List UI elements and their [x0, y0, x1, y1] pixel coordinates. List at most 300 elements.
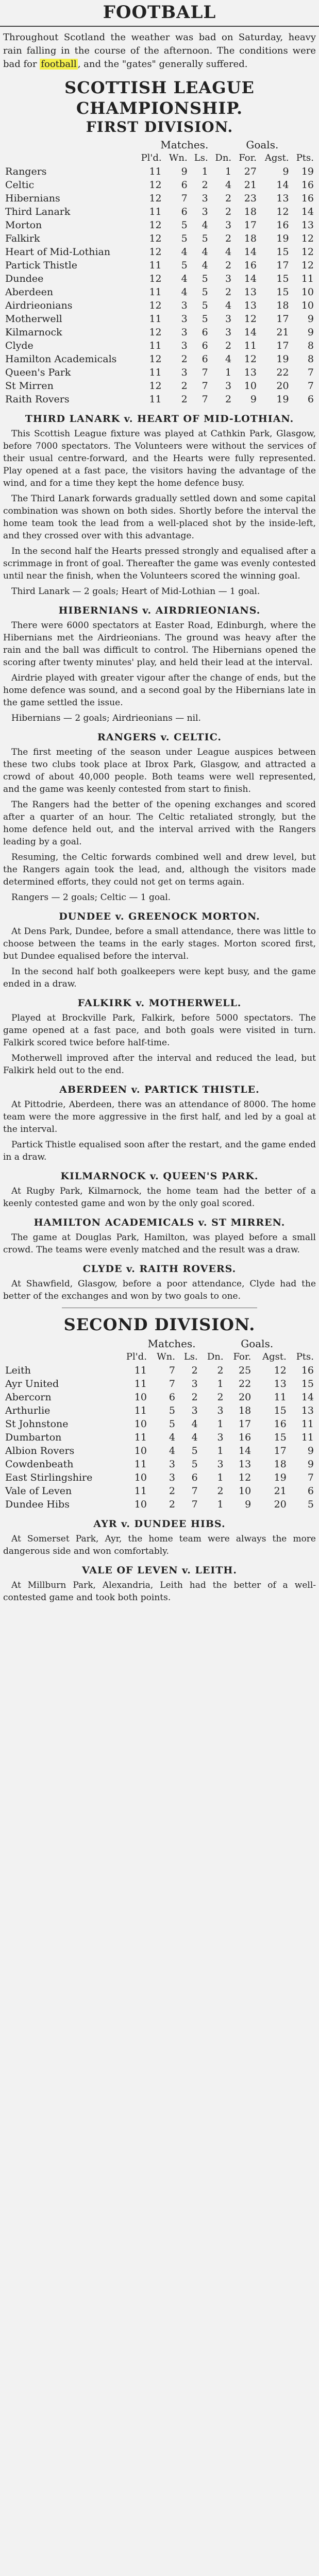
league-table: [3, 138, 316, 406]
stat-cell: 13: [301, 1405, 314, 1416]
report-heading: VALE OF LEVEN v. LEITH.: [82, 1565, 237, 1576]
table-row: [3, 165, 316, 178]
team-name: St Johnstone: [5, 1418, 69, 1430]
report-paragraph: Partick Thistle equalised soon after the restart, and the game ended in a draw.: [3, 1140, 316, 1162]
stat-cell: 21: [274, 1485, 287, 1497]
stat-cell: 12: [274, 1365, 287, 1376]
stat-cell: 1: [225, 367, 232, 378]
stat-cell: 13: [274, 1378, 287, 1389]
team-name: Dundee: [5, 273, 44, 284]
column-header: Ls.: [183, 1351, 198, 1362]
stat-cell: 14: [244, 246, 257, 258]
stat-cell: 14: [301, 206, 314, 217]
stat-cell: 12: [276, 206, 289, 217]
report-paragraph: At Pittodrie, Aberdeen, there was an attendance of 8000. The home team were the more aggressive in the first half, and led by a goal at the interval.: [3, 1099, 316, 1134]
stat-cell: 10: [239, 1485, 251, 1497]
stat-cell: 5: [191, 1445, 198, 1456]
stat-cell: 18: [276, 300, 289, 311]
column-header: For.: [239, 152, 257, 163]
stat-cell: 3: [225, 380, 232, 392]
stat-cell: 11: [149, 260, 162, 271]
stat-cell: 9: [307, 1459, 314, 1470]
stat-cell: 15: [274, 1432, 287, 1443]
stat-cell: 12: [301, 246, 314, 258]
stat-cell: 4: [169, 1445, 175, 1456]
stat-cell: 17: [276, 340, 289, 351]
stat-cell: 12: [149, 219, 162, 231]
stat-cell: 11: [149, 313, 162, 325]
report-heading: HIBERNIANS v. AIRDRIEONIANS.: [58, 605, 261, 616]
stat-cell: 16: [276, 219, 289, 231]
report-paragraph: There were 6000 spectators at Easter Road, Edinburgh, where the Hibernians met the Airdrieonians. The ground was heavy after the rain and the ball was difficult to control. The Hibernians opened the scoring after twenty minutes' play, and held their lead at the interval.: [3, 620, 316, 668]
team-name: Third Lanark: [5, 206, 71, 217]
stat-cell: 5: [202, 273, 208, 284]
stat-cell: 21: [244, 179, 257, 191]
stat-cell: 4: [202, 246, 208, 258]
team-name: Albion Rovers: [5, 1445, 75, 1456]
stat-cell: 3: [191, 1405, 198, 1416]
stat-cell: 16: [244, 260, 257, 271]
team-name: Dumbarton: [5, 1432, 62, 1443]
stat-cell: 5: [307, 1499, 314, 1510]
stat-cell: 10: [134, 1445, 147, 1456]
stat-cell: 1: [217, 1378, 224, 1389]
stat-cell: 13: [244, 367, 257, 378]
stat-cell: 13: [244, 286, 257, 298]
stat-cell: 20: [274, 1499, 287, 1510]
stat-cell: 14: [239, 1445, 251, 1456]
report-paragraph: In the second half both goalkeepers were kept busy, and the game ended in a draw.: [3, 967, 316, 989]
team-name: Motherwell: [5, 313, 62, 325]
report-heading: FALKIRK v. MOTHERWELL.: [77, 997, 242, 1009]
stat-cell: 2: [181, 353, 188, 365]
matches-group-label: Matches.: [160, 139, 209, 151]
goals-group-label: Goals.: [246, 139, 279, 151]
stat-cell: 11: [134, 1405, 147, 1416]
stat-cell: 6: [191, 1472, 198, 1483]
stat-cell: 10: [134, 1392, 147, 1403]
column-header: Wn.: [169, 152, 188, 163]
report-paragraph: In the second half the Hearts pressed strongly and equalised after a scrimmage in front of goal. Thereafter the game was evenly contested until near the finish, when the Volunteers scored the winning goal.: [3, 546, 316, 581]
report-paragraph: This Scottish League fixture was played at Cathkin Park, Glasgow, before 7000 spectators. The Volunteers were without the services of their usual centre-forward, and the Hearts were fully represented. Play opened at a fast pace, the visitors having the advantage of the wind, and for a time they kept the home defence busy.: [3, 429, 316, 488]
stat-cell: 17: [276, 313, 289, 325]
matches-group-label: Matches.: [147, 1337, 196, 1350]
stat-cell: 7: [307, 367, 314, 378]
stat-cell: 6: [202, 340, 208, 351]
second-group-header: [3, 1337, 316, 1350]
stat-cell: 2: [181, 394, 188, 405]
report-paragraph: Rangers — 2 goals; Celtic — 1 goal.: [11, 892, 171, 903]
team-name: Rangers: [5, 166, 47, 177]
stat-cell: 11: [134, 1378, 147, 1389]
stat-cell: 11: [149, 394, 162, 405]
column-header: Agst.: [262, 1351, 287, 1362]
intro-text-end: , and the "gates" generally suffered.: [77, 59, 248, 70]
stat-cell: 2: [225, 193, 232, 204]
stat-cell: 1: [217, 1472, 224, 1483]
stat-cell: 2: [202, 179, 208, 191]
stat-cell: 6: [202, 353, 208, 365]
stat-cell: 12: [149, 327, 162, 338]
stat-cell: 3: [181, 313, 188, 325]
stat-cell: 11: [274, 1392, 287, 1403]
stat-cell: 13: [239, 1459, 251, 1470]
stat-cell: 11: [301, 273, 314, 284]
table-row: [3, 326, 316, 339]
intro-paragraph: [3, 31, 316, 71]
table-row: [3, 259, 316, 272]
stat-cell: 7: [307, 1472, 314, 1483]
stat-cell: 7: [202, 367, 208, 378]
stat-cell: 18: [244, 206, 257, 217]
stat-cell: 18: [244, 233, 257, 244]
table-row: [3, 272, 316, 285]
stat-cell: 16: [301, 179, 314, 191]
stat-cell: 9: [181, 166, 188, 177]
column-header: Pts.: [296, 1351, 314, 1362]
stat-cell: 2: [169, 1499, 175, 1510]
report-paragraph: Third Lanark — 2 goals; Heart of Mid-Lothian — 1 goal.: [11, 586, 260, 597]
stat-cell: 6: [307, 394, 314, 405]
stat-cell: 4: [225, 300, 232, 311]
league-column-header: [3, 151, 316, 165]
report-paragraph: The game at Douglas Park, Hamilton, was played before a small crowd. The teams were evenly matched and the result was a draw.: [3, 1232, 316, 1255]
team-name: Aberdeen: [5, 286, 54, 298]
column-header: Ls.: [194, 152, 208, 163]
report-paragraph: Motherwell improved after the interval and reduced the lead, but Falkirk held out to the end.: [3, 1053, 316, 1076]
stat-cell: 2: [191, 1365, 198, 1376]
stat-cell: 3: [217, 1405, 224, 1416]
stat-cell: 19: [276, 353, 289, 365]
highlighted-term: football: [41, 59, 77, 70]
stat-cell: 1: [217, 1499, 224, 1510]
stat-cell: 19: [276, 233, 289, 244]
stat-cell: 19: [276, 394, 289, 405]
team-name: Queen's Park: [5, 367, 71, 378]
table-row: [3, 205, 316, 218]
stat-cell: 3: [169, 1459, 175, 1470]
stat-cell: 11: [149, 206, 162, 217]
stat-cell: 15: [276, 273, 289, 284]
stat-cell: 5: [169, 1418, 175, 1430]
stat-cell: 5: [191, 1459, 198, 1470]
division-title: FIRST DIVISION.: [86, 118, 233, 135]
table-row: [3, 1377, 316, 1391]
stat-cell: 3: [217, 1459, 224, 1470]
stat-cell: 11: [149, 340, 162, 351]
stat-cell: 16: [301, 193, 314, 204]
column-header: Pl'd.: [126, 1351, 147, 1362]
stat-cell: 5: [169, 1405, 175, 1416]
team-name: Celtic: [5, 179, 35, 191]
report-heading: HAMILTON ACADEMICALS v. ST MIRREN.: [33, 1217, 286, 1228]
stat-cell: 11: [134, 1459, 147, 1470]
league-group-header: [3, 138, 316, 151]
report-heading: KILMARNOCK v. QUEEN'S PARK.: [60, 1171, 259, 1182]
stat-cell: 2: [225, 233, 232, 244]
team-name: Vale of Leven: [5, 1485, 72, 1497]
second-column-header: [3, 1350, 316, 1364]
stat-cell: 5: [202, 286, 208, 298]
stat-cell: 4: [191, 1418, 198, 1430]
stat-cell: 22: [239, 1378, 251, 1389]
stat-cell: 9: [307, 1445, 314, 1456]
table-row: [3, 245, 316, 259]
report-heading: THIRD LANARK v. HEART OF MID-LOTHIAN.: [25, 413, 294, 425]
column-header: Agst.: [264, 152, 289, 163]
stat-cell: 2: [169, 1485, 175, 1497]
stat-cell: 10: [134, 1418, 147, 1430]
stat-cell: 2: [191, 1392, 198, 1403]
stat-cell: 9: [250, 394, 257, 405]
stat-cell: 23: [244, 193, 257, 204]
stat-cell: 18: [274, 1459, 287, 1470]
stat-cell: 7: [169, 1365, 175, 1376]
table-row: [3, 1364, 316, 1377]
stat-cell: 14: [244, 327, 257, 338]
stat-cell: 9: [307, 327, 314, 338]
report-paragraph: At Shawfield, Glasgow, before a poor attendance, Clyde had the better of the exchanges and won by two goals to one.: [3, 1279, 316, 1301]
stat-cell: 11: [149, 286, 162, 298]
stat-cell: 12: [149, 300, 162, 311]
stat-cell: 11: [244, 340, 257, 351]
stat-cell: 3: [181, 327, 188, 338]
team-name: Clyde: [5, 340, 33, 351]
report-heading: CLYDE v. RAITH ROVERS.: [82, 1263, 237, 1275]
stat-cell: 21: [276, 327, 289, 338]
stat-cell: 3: [225, 327, 232, 338]
table-row: [3, 1431, 316, 1444]
table-row: [3, 218, 316, 232]
stat-cell: 14: [276, 179, 289, 191]
table-row: [3, 352, 316, 366]
table-row: [3, 393, 316, 406]
table-row: [3, 285, 316, 299]
stat-cell: 3: [225, 273, 232, 284]
stat-cell: 5: [181, 233, 188, 244]
stat-cell: 12: [149, 179, 162, 191]
report-heading: ABERDEEN v. PARTICK THISTLE.: [59, 1084, 260, 1095]
stat-cell: 15: [274, 1405, 287, 1416]
table-row: [3, 232, 316, 245]
stat-cell: 22: [276, 367, 289, 378]
league-title: SCOTTISH LEAGUE CHAMPIONSHIP.: [64, 78, 255, 118]
stat-cell: 16: [274, 1418, 287, 1430]
column-header: For.: [233, 1351, 251, 1362]
stat-cell: 11: [134, 1485, 147, 1497]
stat-cell: 4: [202, 219, 208, 231]
stat-cell: 12: [301, 260, 314, 271]
report-paragraph: At Rugby Park, Kilmarnock, the home team had the better of a keenly contested game and won by the only goal scored.: [3, 1186, 316, 1209]
table-row: [3, 1458, 316, 1471]
stat-cell: 17: [239, 1418, 251, 1430]
stat-cell: 5: [202, 313, 208, 325]
stat-cell: 5: [202, 233, 208, 244]
table-row: [3, 1471, 316, 1484]
report-paragraph: Airdrie played with greater vigour after the change of ends, but the home defence was sound, and a second goal by the Hibernians late in the game settled the issue.: [3, 673, 316, 708]
stat-cell: 9: [307, 313, 314, 325]
team-name: Cowdenbeath: [5, 1459, 74, 1470]
stat-cell: 3: [181, 300, 188, 311]
table-row: [3, 1417, 316, 1431]
stat-cell: 25: [239, 1365, 251, 1376]
team-name: Falkirk: [5, 233, 40, 244]
stat-cell: 2: [225, 394, 232, 405]
stat-cell: 6: [307, 1485, 314, 1497]
stat-cell: 18: [239, 1405, 251, 1416]
team-name: Raith Rovers: [5, 394, 70, 405]
report-heading: AYR v. DUNDEE HIBS.: [93, 1518, 226, 1530]
report-paragraph: The first meeting of the season under League auspices between these two clubs took place at Ibrox Park, Glasgow, and attracted a crowd of about 40,000 people. Both teams were well represented, and the game was keenly contested from start to finish.: [3, 747, 316, 794]
table-row: [3, 312, 316, 326]
second-division-rows: [3, 1364, 316, 1511]
stat-cell: 19: [301, 166, 314, 177]
table-row: [3, 379, 316, 393]
stat-cell: 4: [191, 1432, 198, 1443]
stat-cell: 12: [301, 233, 314, 244]
stat-cell: 11: [301, 1432, 314, 1443]
table-row: [3, 339, 316, 352]
stat-cell: 13: [244, 300, 257, 311]
stat-cell: 3: [225, 219, 232, 231]
stat-cell: 1: [217, 1445, 224, 1456]
stat-cell: 14: [301, 1392, 314, 1403]
second-division-reports: [3, 1518, 316, 1604]
stat-cell: 4: [202, 260, 208, 271]
stat-cell: 11: [149, 166, 162, 177]
team-name: Partick Thistle: [5, 260, 77, 271]
stat-cell: 16: [301, 1365, 314, 1376]
stat-cell: 3: [181, 340, 188, 351]
stat-cell: 7: [202, 394, 208, 405]
report-paragraph: At Millburn Park, Alexandria, Leith had the better of a well-contested game and took both points.: [3, 1580, 316, 1603]
team-name: Leith: [5, 1365, 31, 1376]
stat-cell: 6: [181, 179, 188, 191]
stat-cell: 15: [276, 286, 289, 298]
stat-cell: 4: [225, 353, 232, 365]
stat-cell: 7: [181, 193, 188, 204]
stat-cell: 10: [244, 380, 257, 392]
team-name: Airdrieonians: [5, 300, 73, 311]
stat-cell: 7: [169, 1378, 175, 1389]
stat-cell: 6: [169, 1392, 175, 1403]
stat-cell: 17: [276, 260, 289, 271]
report-paragraph: The Third Lanark forwards gradually settled down and some capital combination was shown on both sides. Shortly before the interval the home team took the lead from a well-placed shot by the inside-left, and they crossed over with this advantage.: [3, 494, 316, 541]
stat-cell: 3: [202, 193, 208, 204]
stat-cell: 2: [181, 380, 188, 392]
stat-cell: 15: [301, 1378, 314, 1389]
team-name: Dundee Hibs: [5, 1499, 70, 1510]
report-paragraph: Resuming, the Celtic forwards combined well and drew level, but the Rangers again took the lead, and, although the visitors made determined efforts, they could not get on terms again.: [3, 852, 316, 887]
stat-cell: 12: [149, 233, 162, 244]
stat-cell: 2: [217, 1485, 224, 1497]
table-row: [3, 1404, 316, 1417]
stat-cell: 7: [202, 380, 208, 392]
stat-cell: 4: [181, 286, 188, 298]
stat-cell: 9: [282, 166, 289, 177]
team-name: St Mirren: [5, 380, 54, 392]
stat-cell: 5: [181, 219, 188, 231]
stat-cell: 11: [301, 1418, 314, 1430]
stat-cell: 4: [225, 179, 232, 191]
stat-cell: 3: [191, 1378, 198, 1389]
stat-cell: 17: [244, 219, 257, 231]
stat-cell: 2: [217, 1392, 224, 1403]
stat-cell: 2: [225, 340, 232, 351]
stat-cell: 12: [244, 353, 257, 365]
team-name: Morton: [5, 219, 42, 231]
stat-cell: 1: [225, 166, 232, 177]
column-header: Wn.: [157, 1351, 175, 1362]
stat-cell: 3: [181, 367, 188, 378]
stat-cell: 13: [301, 219, 314, 231]
stat-cell: 4: [181, 246, 188, 258]
team-name: Heart of Mid-Lothian: [5, 246, 111, 258]
table-row: [3, 1498, 316, 1511]
stat-cell: 3: [169, 1472, 175, 1483]
stat-cell: 7: [191, 1499, 198, 1510]
table-row: [3, 299, 316, 312]
masthead: FOOTBALL: [0, 0, 319, 27]
match-reports: [3, 413, 316, 1302]
stat-cell: 16: [239, 1432, 251, 1443]
team-name: Hamilton Academicals: [5, 353, 117, 365]
stat-cell: 3: [225, 313, 232, 325]
table-row: [3, 1391, 316, 1404]
stat-cell: 4: [225, 246, 232, 258]
stat-cell: 27: [244, 166, 257, 177]
stat-cell: 17: [274, 1445, 287, 1456]
team-name: Kilmarnock: [5, 327, 62, 338]
stat-cell: 12: [244, 313, 257, 325]
stat-cell: 11: [134, 1432, 147, 1443]
team-name: Hibernians: [5, 193, 60, 204]
stat-cell: 11: [134, 1365, 147, 1376]
stat-cell: 13: [276, 193, 289, 204]
stat-cell: 10: [134, 1472, 147, 1483]
team-name: Arthurlie: [5, 1405, 51, 1416]
stat-cell: 2: [217, 1365, 224, 1376]
stat-cell: 11: [149, 367, 162, 378]
stat-cell: 6: [181, 206, 188, 217]
stat-cell: 4: [181, 273, 188, 284]
stat-cell: 5: [202, 300, 208, 311]
stat-cell: 12: [149, 380, 162, 392]
stat-cell: 8: [307, 353, 314, 365]
table-row: [3, 192, 316, 205]
stat-cell: 9: [245, 1499, 251, 1510]
team-name: Abercorn: [5, 1392, 52, 1403]
stat-cell: 14: [244, 273, 257, 284]
report-heading: RANGERS v. CELTIC.: [97, 732, 222, 743]
stat-cell: 10: [301, 286, 314, 298]
stat-cell: 2: [225, 260, 232, 271]
report-paragraph: At Dens Park, Dundee, before a small attendance, there was little to choose between the teams in the early stages. Morton scored first, but Dundee equalised before the interval.: [3, 926, 316, 961]
table-row: [3, 1484, 316, 1498]
report-paragraph: The Rangers had the better of the opening exchanges and scored after a quarter of an hour. The Celtic retaliated strongly, but the home defence held out, and the interval arrived with the Rangers leading by a goal.: [3, 800, 316, 847]
table-row: [3, 178, 316, 192]
stat-cell: 7: [307, 380, 314, 392]
table-row: [3, 1444, 316, 1458]
column-header: Dn.: [215, 152, 232, 163]
stat-cell: 10: [134, 1499, 147, 1510]
stat-cell: 7: [191, 1485, 198, 1497]
stat-cell: 20: [276, 380, 289, 392]
column-header: Dn.: [207, 1351, 224, 1362]
report-paragraph: Played at Brockville Park, Falkirk, before 5000 spectators. The game opened at a fast pace, and both goals were visited in turn. Falkirk scored twice before half-time.: [3, 1013, 316, 1048]
stat-cell: 10: [301, 300, 314, 311]
second-division-title: SECOND DIVISION.: [63, 1315, 256, 1334]
